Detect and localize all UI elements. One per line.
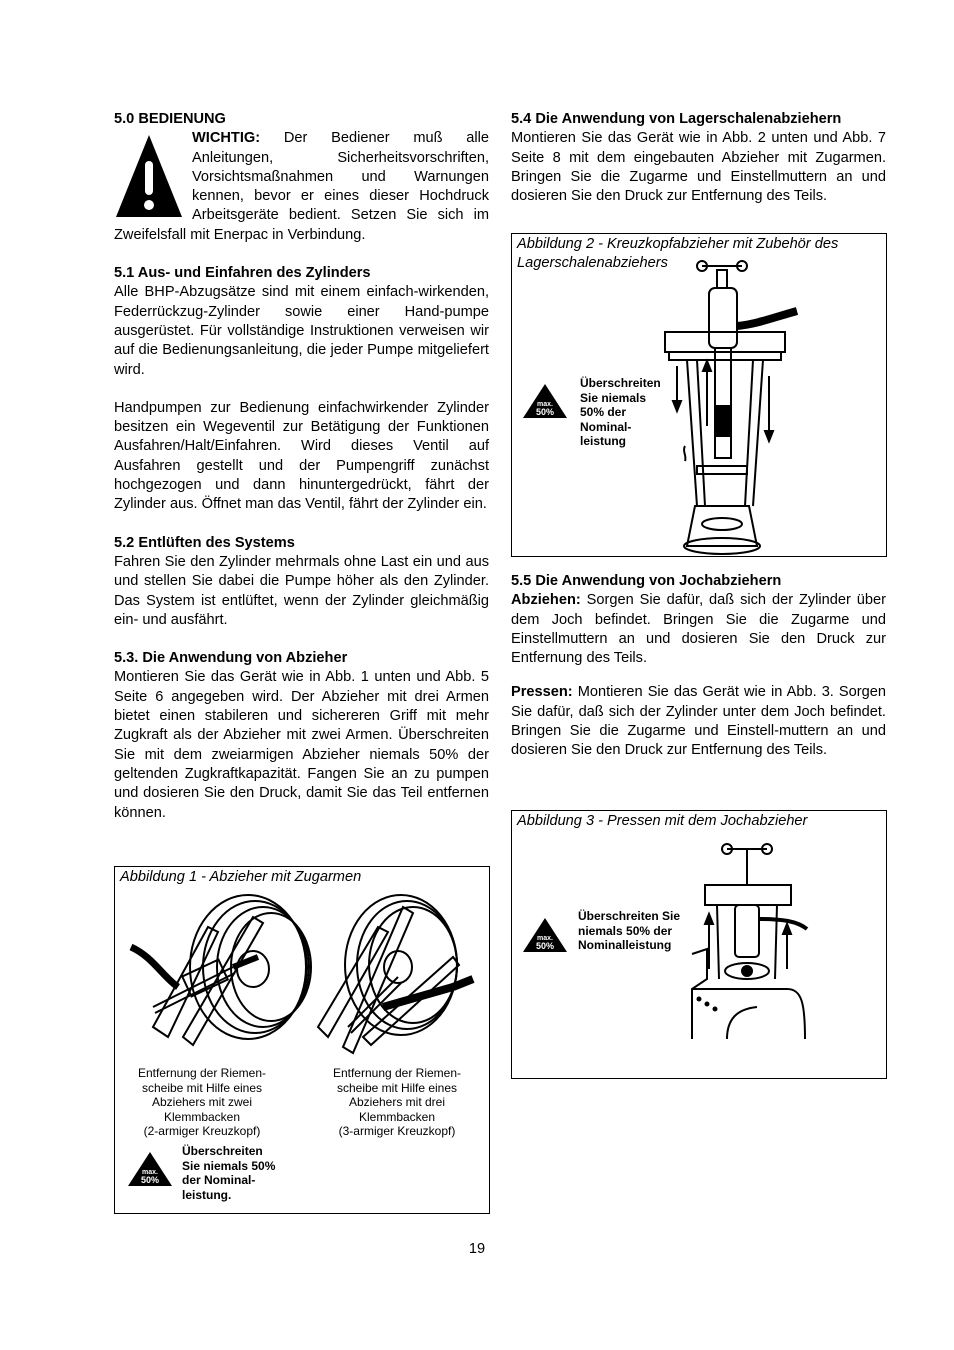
section-5-5-paragraph-2 [511,683,886,760]
svg-text:max.: max. [537,935,553,942]
svg-text:max.: max. [537,401,553,408]
warning-label: WICHTIG: [192,130,261,147]
press-text: Montieren Sie das Gerät wie in Abb. 3. Sorgen Sie dafür, daß sich der Zylinder unter dem Joch befindet. Bringen Sie die Zugarme und Einstell-muttern an und dosieren Sie den Druck zur Entfernung des Teils. [511,684,886,759]
section-5-1-paragraph-2: Handpumpen zur Bedienung einfachwirkender Zylinder besitzen ein Wegeventil zur Betätigung der Funktionen Ausfahren/Halt/Einfahren. Wird dieses Ventil auf Ausfahren gestellt und der Pumpengriff zunächst hochgezogen und dann hinuntergedrückt, fährt der Zylinder aus. Öffnet man das Ventil, fährt der Zylinder ein. [114,399,489,513]
max-50-percent-warning-icon [522,916,568,954]
section-5-5 [511,572,886,761]
section-5-4-paragraph: Montieren Sie das Gerät wie in Abb. 2 unten und Abb. 7 Seite 8 mit dem eingebauten Abzieher mit Zugarmen. Bringen Sie die Zugarme und Einstellmuttern an und dosieren Sie den Druck zur Entfernung des Teils. [511,130,886,205]
pull-text: Sorgen Sie dafür, daß sich der Zylinder über dem Joch befindet. Bringen Sie die Zugarme und Einstellmuttern an und dosieren Sie den Druck zur Entfernung des Teils. [511,592,886,667]
left-column [114,110,489,823]
max-50-percent-warning-icon [127,1151,173,1187]
max-50-percent-warning-icon [522,382,568,420]
figure-3-caption: Abbildung 3 - Pressen mit dem Jochabzieher [517,813,808,829]
svg-text:50%: 50% [535,407,555,417]
warning-text: Der Bediener muß alle Anleitungen, Sicherheitsvorschriften, Vorsichtsmaßnahmen und Warnungen kennen, bevor er eines dieser Hochdruck Arbeitsgeräte bedient. Setzen Sie sich im Zweifelsfall mit Enerpac in Verbindung. [114,130,489,243]
section-5-1-paragraph-1: Alle BHP-Abzugsätze sind mit einem einfach-wirkenden, Federrückzug-Zylinder sowie einer Hand-pumpe ausgerüstet. Für vollständige Instruktionen verweisen wir auf die Bedienungsanleitung, die jeder Pumpe mitgeliefert wird. [114,284,489,378]
figure-1 [114,866,490,1214]
section-5-1-title: 5.1 Aus- und Einfahren des Zylinders [114,265,371,282]
section-5-4-title: 5.4 Die Anwendung von Lagerschalenabziehern [511,111,842,127]
figure-2-warning-text: Überschreiten Sie niemals 50% der Nominal- leistung [580,376,661,448]
section-5-2-title: 5.2 Entlüften des Systems [114,534,295,551]
yoke-puller-press-illustration [687,839,837,1051]
warning-block [114,129,489,245]
warning-triangle-icon [114,131,184,221]
figure-1-warning-text: Überschreiten Sie niemals 50% der Nominal- leistung. [182,1144,276,1202]
figure-1-label-two-arm: Entfernung der Riemen- scheibe mit Hilfe eines Abziehers mit zwei Klemmbacken (2-armiger Kreuzkopf) [137,1066,267,1138]
figure-1-caption: Abbildung 1 - Abzieher mit Zugarmen [120,869,362,885]
press-label: Pressen: [511,684,573,701]
bearing-cup-puller-illustration [657,256,807,556]
page-number: 19 [468,1241,486,1257]
svg-text:50%: 50% [535,941,555,951]
figure-2-caption: Abbildung 2 - Kreuzkopfabzieher mit Zubehör des Lagerschalenabziehers [517,236,839,271]
right-column [511,110,886,206]
two-and-three-arm-puller-illustration [123,887,483,1067]
figure-1-label-three-arm: Entfernung der Riemen- scheibe mit Hilfe eines Abziehers mit drei Klemmbacken (3-armiger Kreuzkopf) [332,1066,462,1138]
section-5-5-paragraph-1 [511,591,886,668]
svg-text:max.: max. [142,1169,158,1176]
section-5-0-title: 5.0 BEDIENUNG [114,111,226,127]
figure-3 [511,810,887,1079]
section-5-3-paragraph: Montieren Sie das Gerät wie in Abb. 1 unten und Abb. 5 Seite 6 angegeben wird. Der Abzieher mit drei Armen bietet einen stabileren und sichereren Griff mit mehr Zugkraft als der Abzieher mit zwei Armen. Überschreiten Sie mit dem zweiarmigen Abzieher niemals 50% der geltenden Zugkraftkapazität. Fangen Sie an zu pumpen und dosieren Sie den Druck, damit Sie das Teil entfernen können. [114,669,489,821]
section-5-2-paragraph: Fahren Sie den Zylinder mehrmals ohne Last ein und aus und stellen Sie dabei die Pumpe höher als den Zylinder. Das System ist entlüftet, wenn der Zylinder gleichmäßig ein- und ausfährt. [114,553,489,628]
section-5-5-title: 5.5 Die Anwendung von Jochabziehern [511,573,782,589]
pull-label: Abziehen: [511,592,581,609]
figure-3-warning-text: Überschreiten Sie niemals 50% der Nominalleistung [578,909,681,952]
svg-text:50%: 50% [140,1175,160,1185]
figure-2 [511,233,887,557]
section-5-3-title: 5.3. Die Anwendung von Abzieher [114,650,348,667]
